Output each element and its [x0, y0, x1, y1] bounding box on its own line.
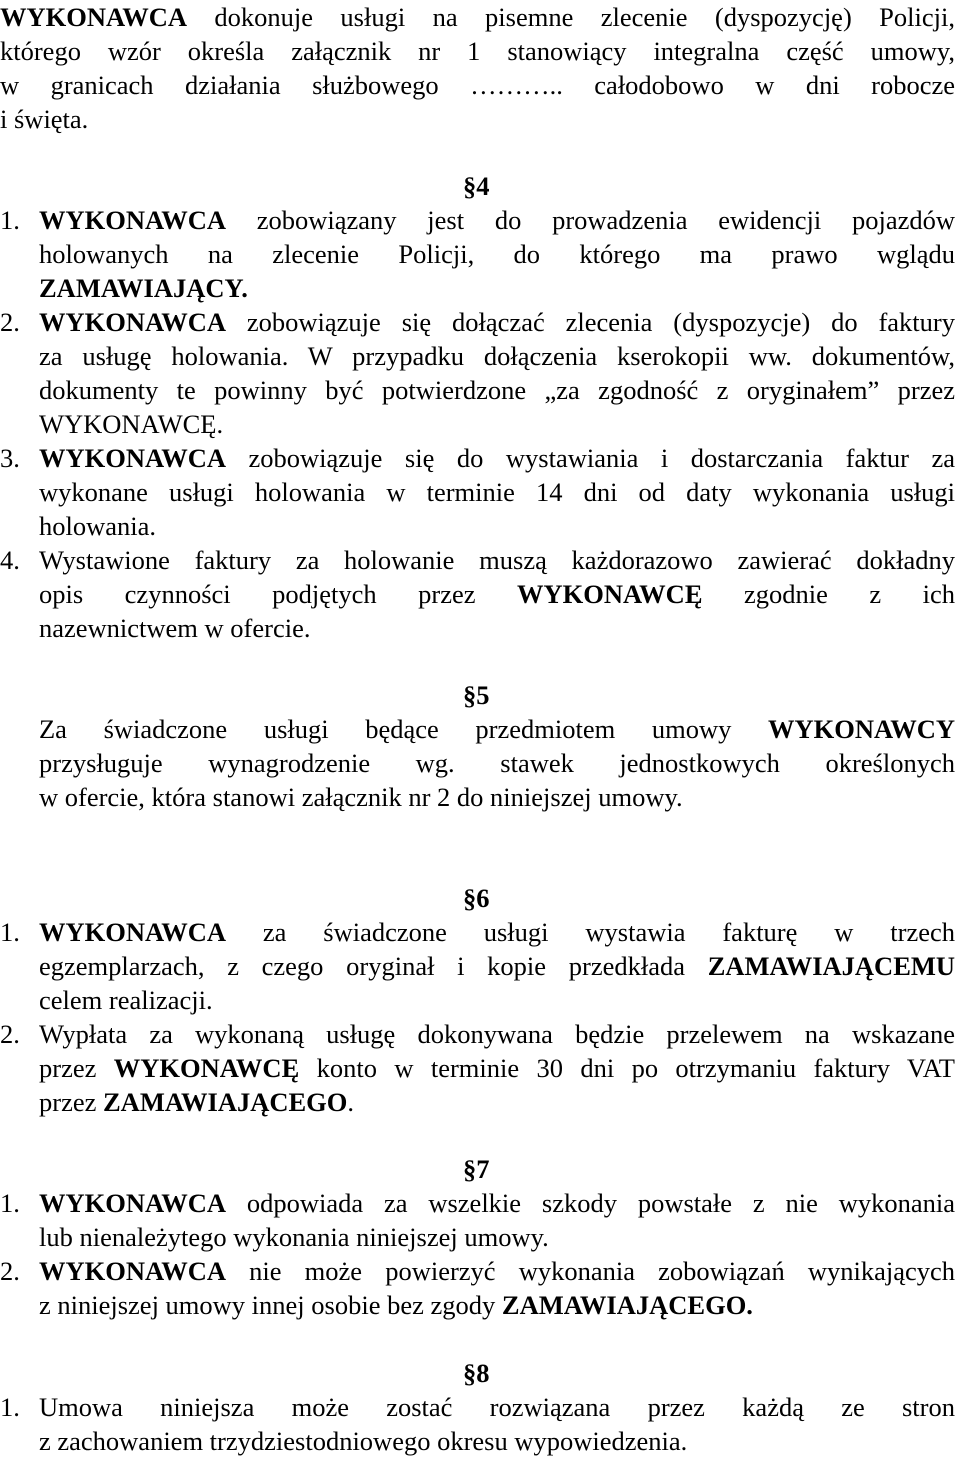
paragraph-line: przysługuje wynagrodzenie wg. stawek jednostkowych określonych: [39, 748, 955, 778]
item-number: 4.: [0, 545, 20, 575]
item-line: lub nienależytego wykonania niniejszej umowy.: [39, 1222, 549, 1252]
item-line: WYKONAWCA zobowiązany jest do prowadzenia ewidencji pojazdów: [39, 205, 955, 235]
item-line: ZAMAWIAJĄCY.: [39, 273, 248, 303]
item-line: WYKONAWCA zobowiązuje się dołączać zlecenia (dyspozycje) do faktury: [39, 307, 955, 337]
item-number: 1.: [0, 1392, 20, 1422]
item-number: 2.: [0, 307, 20, 337]
section-5-heading: §5: [463, 680, 490, 710]
section-7-heading: §7: [463, 1154, 490, 1184]
intro-line-2: którego wzór określa załącznik nr 1 stanowiący integralna część umowy,: [0, 36, 955, 66]
item-line: z niniejszej umowy innej osobie bez zgody ZAMAWIAJĄCEGO.: [39, 1290, 753, 1320]
item-line: dokumenty te powinny być potwierdzone „za zgodność z oryginałem” przez: [39, 375, 955, 405]
intro-line-3: w granicach działania służbowego ……….. całodobowo w dni robocze: [0, 70, 955, 100]
item-line: nazewnictwem w ofercie.: [39, 613, 311, 643]
item-number: 1.: [0, 917, 20, 947]
section-8-heading: §8: [463, 1358, 490, 1388]
item-line: Wystawione faktury za holowanie muszą każdorazowo zawierać dokładny: [39, 545, 955, 575]
section-4-heading: §4: [463, 171, 490, 201]
paragraph-line: w ofercie, która stanowi załącznik nr 2 do niniejszej umowy.: [39, 782, 683, 812]
item-number: 1.: [0, 1188, 20, 1218]
item-line: celem realizacji.: [39, 985, 213, 1015]
item-number: 3.: [0, 443, 20, 473]
item-line: WYKONAWCA za świadczone usługi wystawia fakturę w trzech: [39, 917, 956, 947]
item-number: 2.: [0, 1256, 20, 1286]
item-line: holowania.: [39, 511, 157, 541]
item-line: WYKONAWCĘ.: [39, 409, 224, 439]
item-line: z zachowaniem trzydziestodniowego okresu wypowiedzenia.: [39, 1426, 688, 1456]
item-line: opis czynności podjętych przez WYKONAWCĘ zgodnie z ich: [39, 579, 956, 609]
item-line: holowanych na zlecenie Policji, do którego ma prawo wglądu: [39, 239, 955, 269]
item-line: WYKONAWCA nie może powierzyć wykonania zobowiązań wynikających: [39, 1256, 955, 1286]
item-line: Umowa niniejsza może zostać rozwiązana przez każdą ze stron: [39, 1392, 955, 1422]
item-number: 2.: [0, 1019, 20, 1049]
item-line: wykonane usługi holowania w terminie 14 dni od daty wykonania usługi: [39, 477, 955, 507]
item-line: WYKONAWCA odpowiada za wszelkie szkody powstałe z nie wykonania: [39, 1188, 955, 1218]
item-number: 1.: [0, 205, 20, 235]
item-line: przez WYKONAWCĘ konto w terminie 30 dni po otrzymaniu faktury VAT: [39, 1053, 955, 1083]
paragraph-line: Za świadczone usługi będące przedmiotem umowy WYKONAWCY: [39, 714, 955, 744]
item-line: za usługę holowania. W przypadku dołączenia kserokopii ww. dokumentów,: [39, 341, 955, 371]
intro-line-1: WYKONAWCA dokonuje usługi na pisemne zlecenie (dyspozycję) Policji,: [0, 2, 955, 32]
item-line: WYKONAWCA zobowiązuje się do wystawiania i dostarczania faktur za: [39, 443, 955, 473]
item-line: Wypłata za wykonaną usługę dokonywana będzie przelewem na wskazane: [39, 1019, 955, 1049]
intro-line-4: i święta.: [0, 104, 89, 134]
item-line: przez ZAMAWIAJĄCEGO.: [39, 1087, 355, 1117]
section-6-heading: §6: [463, 883, 490, 913]
item-line: egzemplarzach, z czego oryginał i kopie przedkłada ZAMAWIAJĄCEMU: [39, 951, 956, 981]
